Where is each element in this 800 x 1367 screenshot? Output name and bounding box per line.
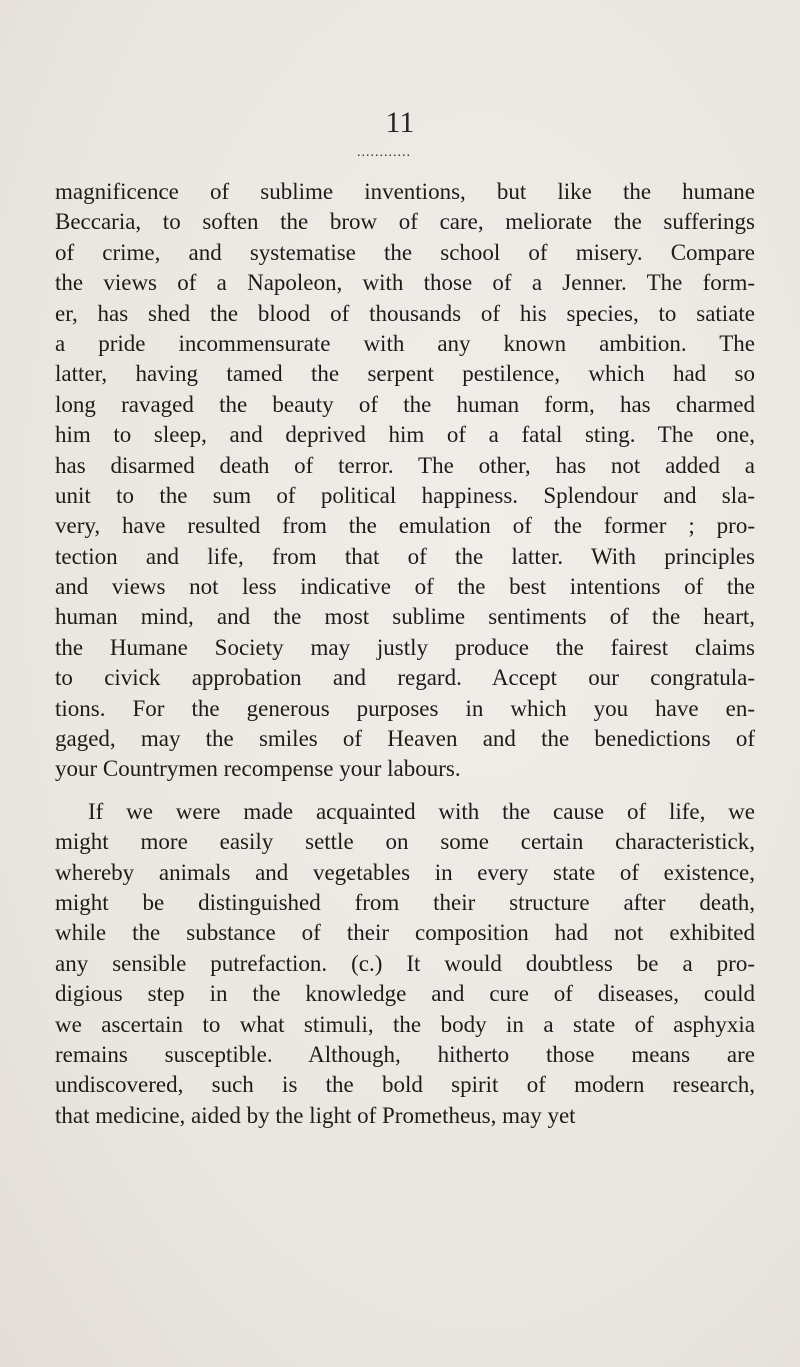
text-line: If we were made acquainted with the cause of life, we [88, 798, 755, 824]
paragraph-1 [55, 177, 755, 785]
text-line: might more easily settle on some certain characteristick, [55, 829, 755, 855]
text-line: the views of a Napoleon, with those of a Jenner. The form- [55, 270, 755, 296]
text-line: a pride incommensurate with any known ambition. The [55, 330, 755, 356]
text-line: Beccaria, to soften the brow of care, meliorate the sufferings [55, 209, 755, 235]
text-line: your Countrymen recompense your labours. [55, 756, 461, 782]
text-line: human mind, and the most sublime sentiments of the heart, [55, 604, 755, 630]
text-line: digious step in the knowledge and cure of diseases, could [55, 981, 755, 1007]
text-line: that medicine, aided by the light of Prometheus, may yet [55, 1102, 576, 1128]
text-line: remains susceptible. Although, hitherto those means are [55, 1041, 755, 1067]
text-line: very, have resulted from the emulation of the former ; pro- [55, 513, 755, 539]
text-line: we ascertain to what stimuli, the body in a state of asphyxia [55, 1011, 755, 1037]
text-line: has disarmed death of terror. The other, has not added a [55, 452, 755, 478]
text-line: er, has shed the blood of thousands of his species, to satiate [55, 300, 755, 326]
text-line: and views not less indicative of the best intentions of the [55, 574, 755, 600]
text-line: latter, having tamed the serpent pestilence, which had so [55, 361, 755, 387]
text-line: tions. For the generous purposes in which you have en- [55, 695, 755, 721]
text-line: unit to the sum of political happiness. Splendour and sla- [55, 482, 755, 508]
signature-mark: ............ [357, 145, 411, 160]
text-line: the Humane Society may justly produce the fairest claims [55, 634, 755, 660]
text-line: to civick approbation and regard. Accept our congratula- [55, 665, 755, 691]
body-text [55, 177, 755, 1131]
page-number: 11 [385, 106, 415, 139]
text-line: tection and life, from that of the latter. With principles [55, 543, 755, 569]
text-line: long ravaged the beauty of the human form, has charmed [55, 391, 755, 417]
paragraph-gap [55, 785, 755, 797]
text-line: him to sleep, and deprived him of a fatal sting. The one, [55, 422, 755, 448]
text-line: magnificence of sublime inventions, but like the humane [55, 179, 755, 204]
text-line: whereby animals and vegetables in every state of existence, [55, 859, 755, 885]
text-line: undiscovered, such is the bold spirit of modern research, [55, 1072, 755, 1098]
text-line: of crime, and systematise the school of misery. Compare [55, 239, 755, 265]
text-line: any sensible putrefaction. (c.) It would doubtless be a pro- [55, 950, 755, 976]
text-line: gaged, may the smiles of Heaven and the benedictions of [55, 726, 755, 752]
paragraph-2 [55, 797, 755, 1131]
text-line: might be distinguished from their structure after death, [55, 889, 755, 915]
text-line: while the substance of their composition had not exhibited [55, 920, 755, 946]
